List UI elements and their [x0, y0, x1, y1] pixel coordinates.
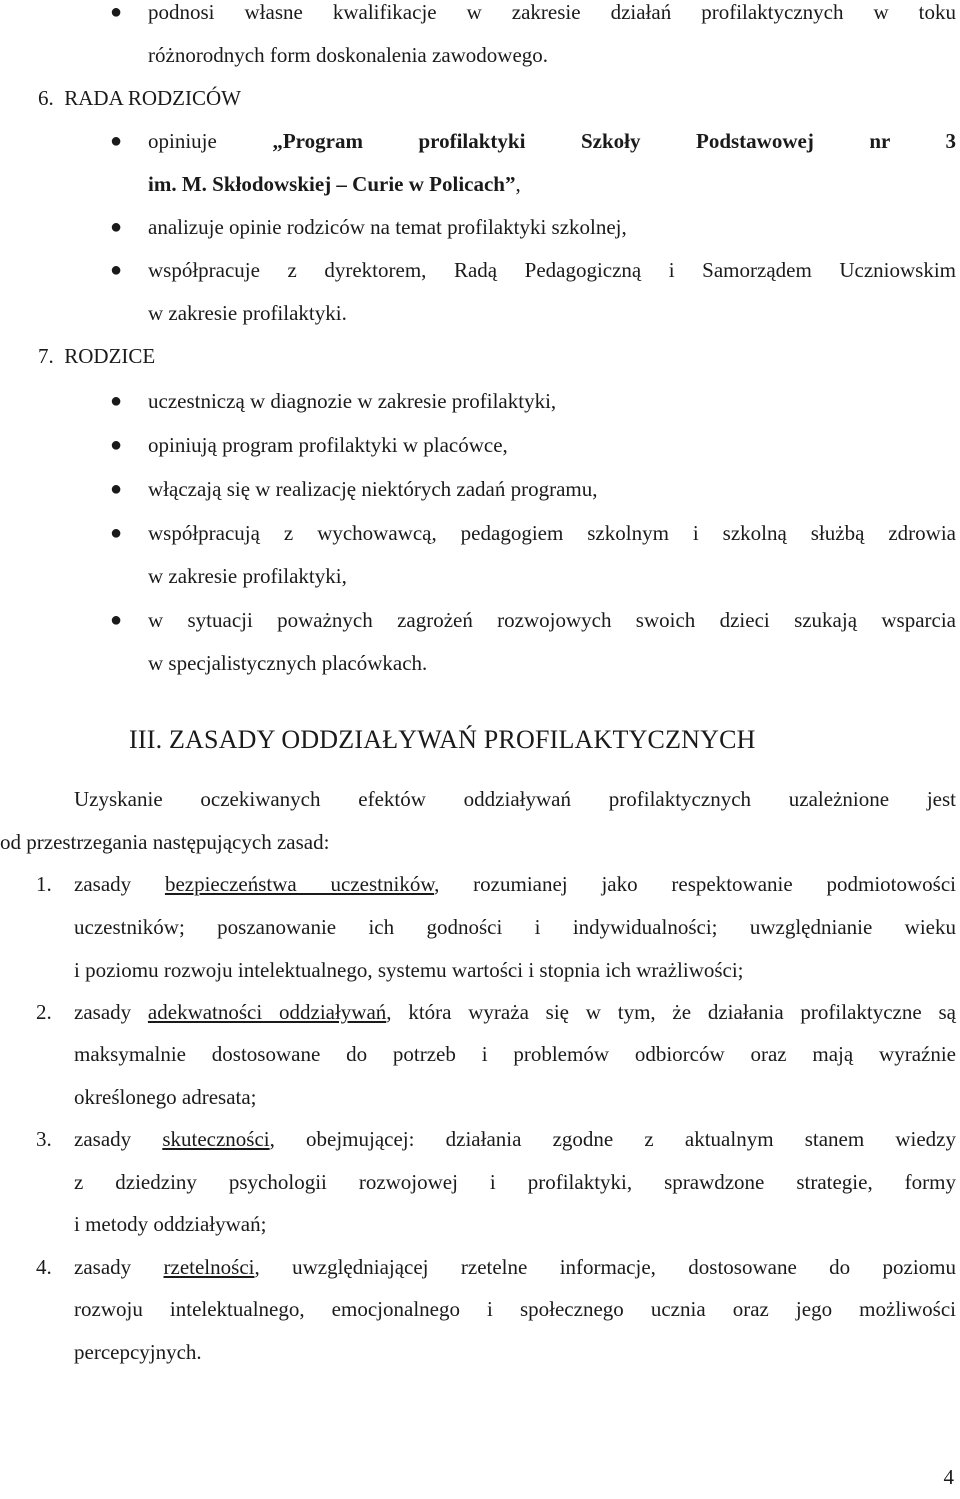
principle-term: skuteczności: [162, 1127, 270, 1151]
principle-line: z dziedziny psychologii rozwojowej i profilaktyki, sprawdzone strategie, formy: [74, 1170, 956, 1194]
principle-line: rozwoju intelektualnego, emocjonalnego i społecznego ucznia oraz jego możliwości: [74, 1297, 956, 1321]
principle-item: zasady bezpieczeństwa uczestników, rozumianej jako respektowanie podmiotowości: [74, 872, 956, 896]
principle-term: rzetelności: [163, 1255, 255, 1279]
bullet-icon: ●: [110, 390, 123, 412]
section-heading: III. ZASADY ODDZIAŁYWAŃ PROFILAKTYCZNYCH: [129, 725, 756, 754]
list-number: 1.: [36, 872, 52, 896]
principle-term: adekwatności oddziaływań: [147, 1000, 387, 1024]
bullet-item: ● opiniuje „Program profilaktyki Szkoły Podstawowej nr 3: [148, 120, 956, 163]
principle-item: zasady skuteczności, obejmującej: działania zgodne z aktualnym stanem wiedzy: [74, 1127, 956, 1151]
list-number: 2.: [36, 1000, 52, 1024]
bullet-item-continuation: w zakresie profilaktyki,: [148, 564, 347, 588]
list-number: 3.: [36, 1127, 52, 1151]
bullet-item-continuation: różnorodnych form doskonalenia zawodowego.: [148, 43, 549, 67]
bullet-icon: ●: [110, 130, 123, 152]
bullet-item: ● uczestniczą w diagnozie w zakresie profilaktyki,: [148, 380, 956, 423]
bullet-icon: ●: [110, 478, 123, 500]
principle-line: percepcyjnych.: [74, 1340, 202, 1364]
principle-item: zasady rzetelności, uwzględniającej rzetelne informacje, dostosowane do poziomu: [74, 1255, 956, 1279]
bullet-icon: ●: [110, 1, 123, 23]
bullet-icon: ●: [110, 522, 123, 544]
bullet-icon: ●: [110, 434, 123, 456]
bullet-item: ● analizuje opinie rodziców na temat profilaktyki szkolnej,: [148, 206, 956, 249]
bullet-icon: ●: [110, 259, 123, 281]
bullet-item: ● opiniują program profilaktyki w placówce,: [148, 424, 956, 467]
bullet-item-continuation: w zakresie profilaktyki.: [148, 301, 347, 325]
principle-line: uczestników; poszanowanie ich godności i indywidualności; uwzględnianie wieku: [74, 915, 956, 939]
bullet-item: ● współpracuje z dyrektorem, Radą Pedagogiczną i Samorządem Uczniowskim: [148, 249, 956, 292]
intro-paragraph-line: Uzyskanie oczekiwanych efektów oddziaływań profilaktycznych uzależnione jest: [74, 787, 956, 811]
section-6-title: 6. RADA RODZICÓW: [38, 86, 241, 110]
principle-line: i poziomu rozwoju intelektualnego, systemu wartości i stopnia ich wrażliwości;: [74, 958, 744, 982]
list-number: 4.: [36, 1255, 52, 1279]
bullet-icon: ●: [110, 216, 123, 238]
section-7-title: 7. RODZICE: [38, 344, 156, 368]
page-number: 4: [943, 1465, 954, 1489]
principle-line: maksymalnie dostosowane do potrzeb i problemów odbiorców oraz mają wyraźnie: [74, 1042, 956, 1066]
principle-term: bezpieczeństwa uczestników: [164, 872, 435, 896]
bullet-item: ● podnosi własne kwalifikacje w zakresie działań profilaktycznych w toku: [148, 0, 956, 34]
bullet-item: ● współpracują z wychowawcą, pedagogiem szkolnym i szkolną służbą zdrowia: [148, 512, 956, 555]
intro-paragraph-line: od przestrzegania następujących zasad:: [0, 830, 330, 854]
principle-line: określonego adresata;: [74, 1085, 257, 1109]
bullet-item-continuation: w specjalistycznych placówkach.: [148, 651, 428, 675]
principle-item: zasady adekwatności oddziaływań, która wyraża się w tym, że działania profilaktyczne są: [74, 1000, 956, 1024]
bullet-item-continuation: im. M. Skłodowskiej – Curie w Policach”,: [148, 172, 521, 196]
bullet-item: ● włączają się w realizację niektórych zadań programu,: [148, 468, 956, 511]
principle-line: i metody oddziaływań;: [74, 1212, 267, 1236]
bullet-icon: ●: [110, 609, 123, 631]
bullet-item: ● w sytuacji poważnych zagrożeń rozwojowych swoich dzieci szukają wsparcia: [148, 599, 956, 642]
